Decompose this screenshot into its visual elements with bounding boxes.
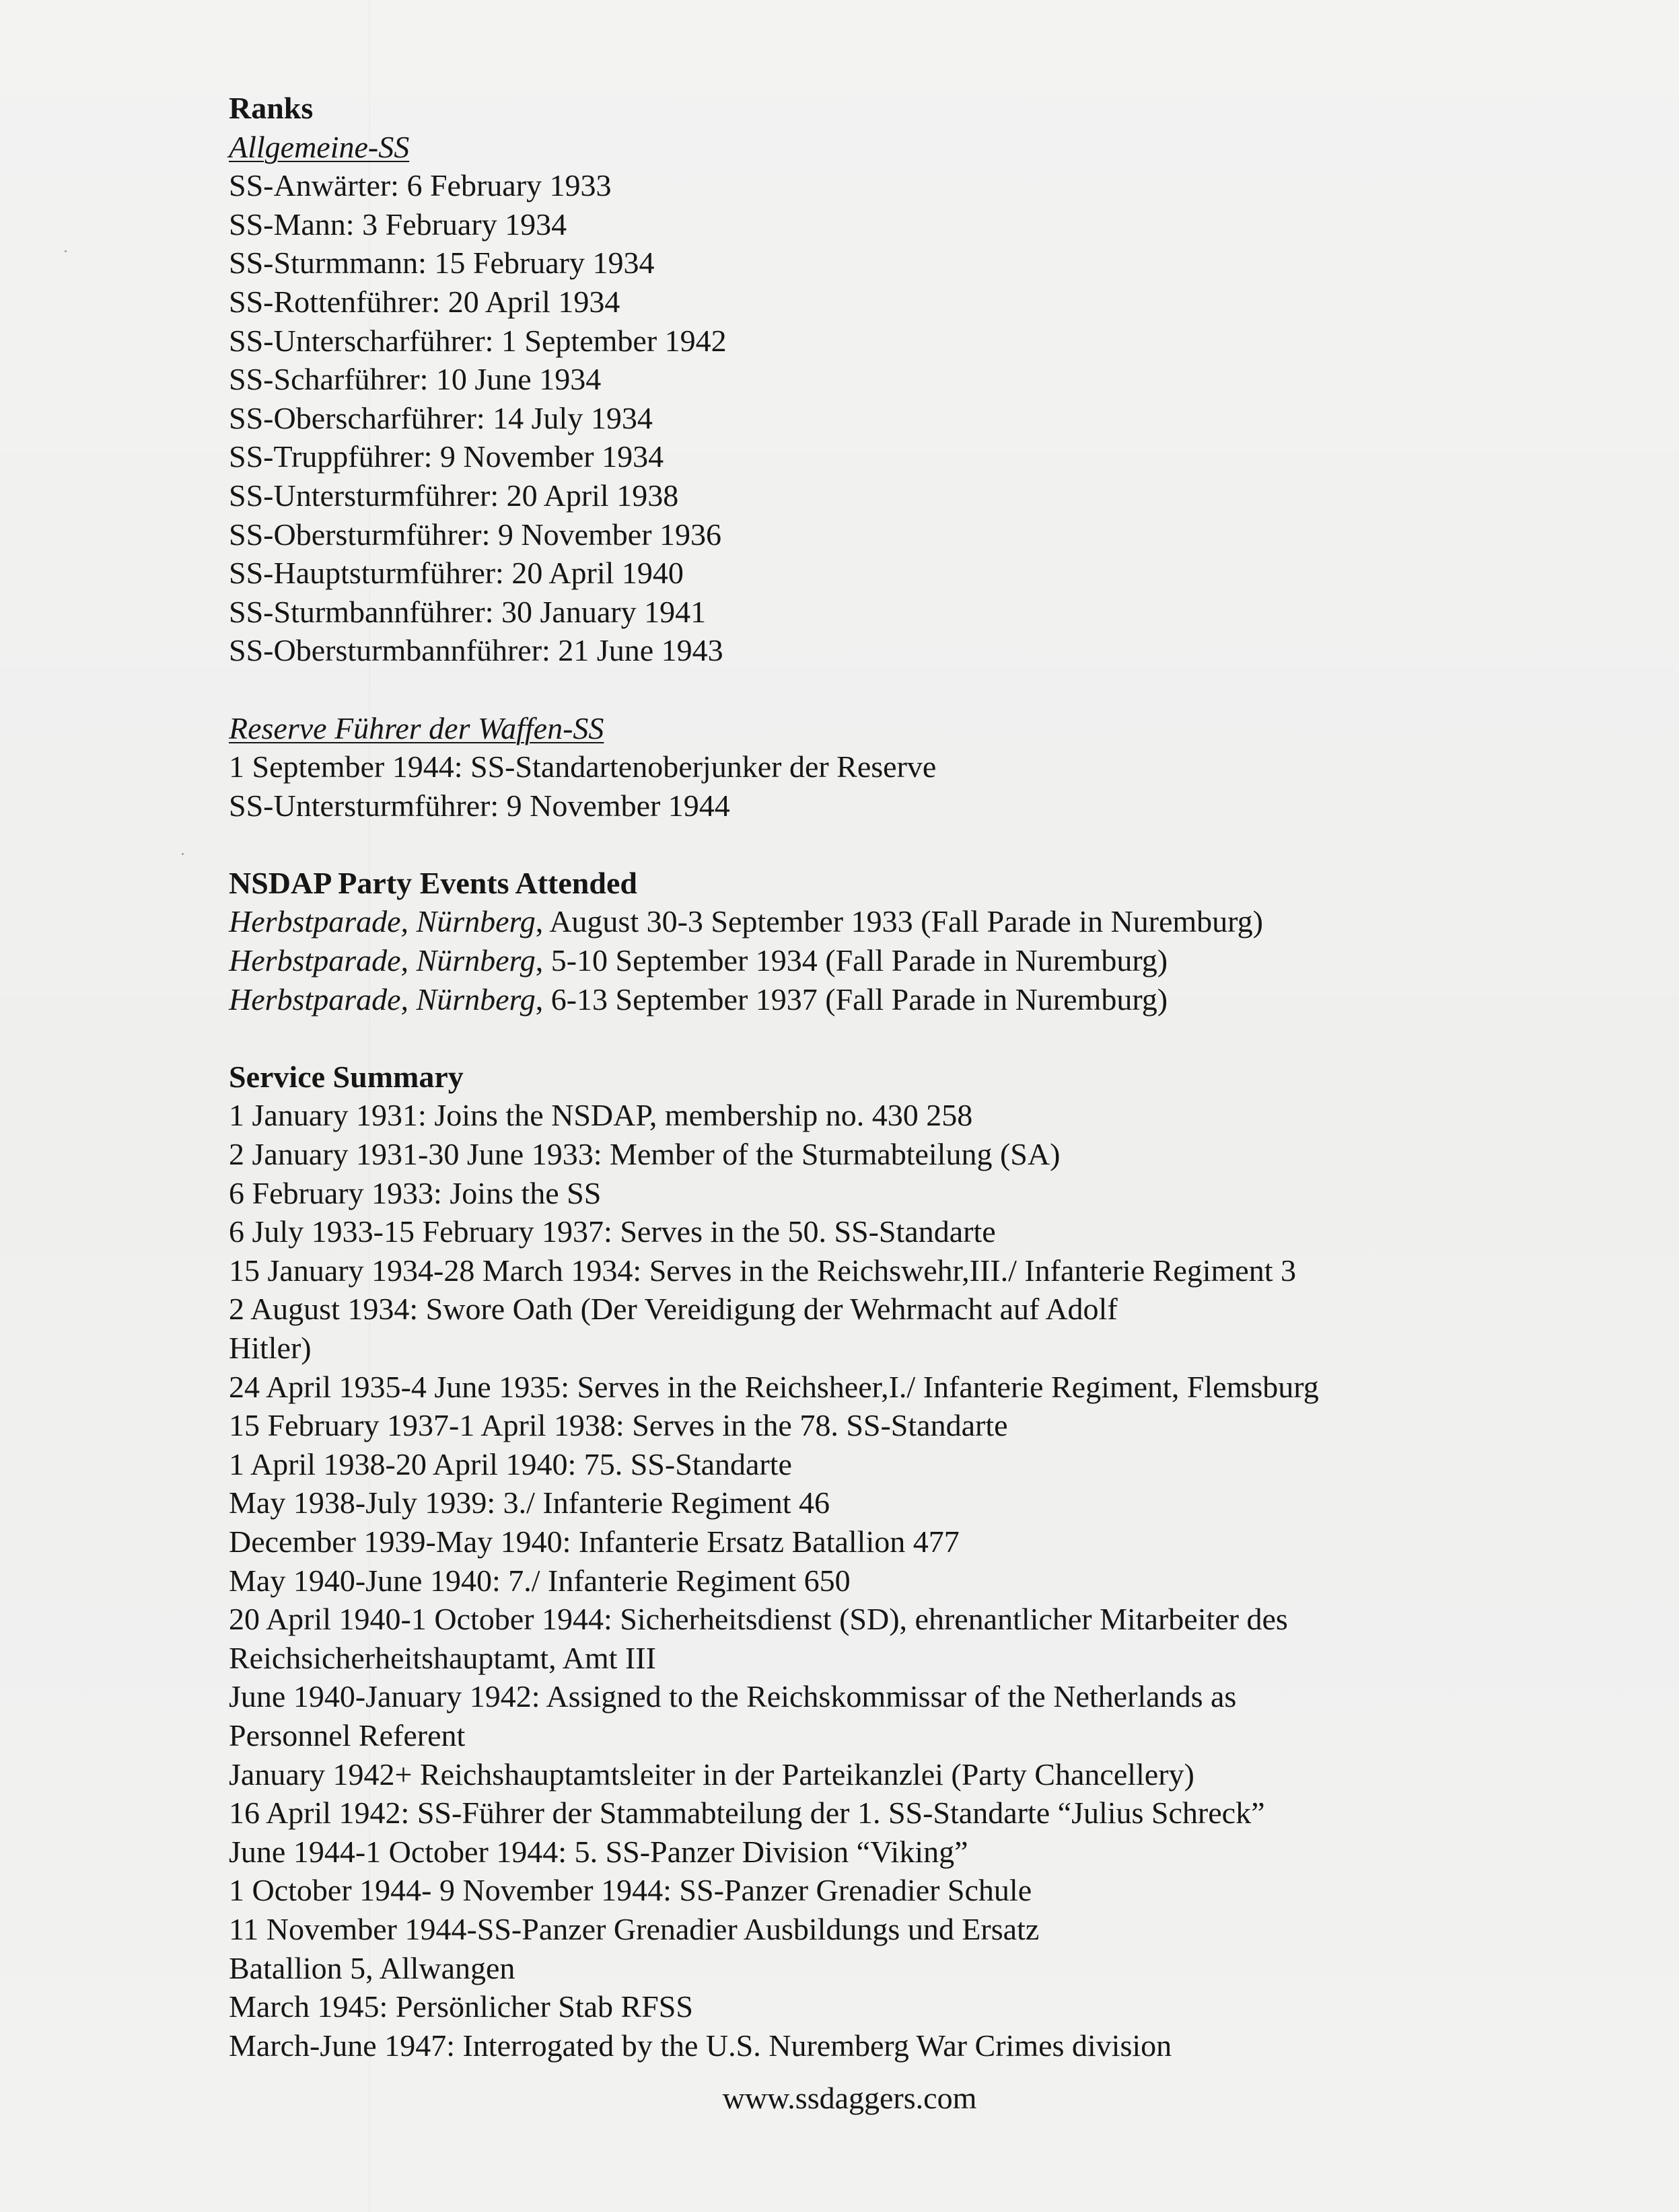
rank-item: SS-Obersturmführer: 9 November 1936	[229, 517, 722, 552]
service-entry: 6 July 1933-15 February 1937: Serves in the 50. SS-Standarte	[229, 1214, 996, 1249]
service-summary-list	[229, 1096, 1615, 2065]
service-entry: Personnel Referent	[229, 1718, 466, 1753]
rank-item: SS-Sturmmann: 15 February 1934	[229, 246, 655, 281]
reserve-rank-item: SS-Untersturmführer: 9 November 1944	[229, 788, 730, 823]
footer-url: www.ssdaggers.com	[722, 2081, 977, 2115]
service-entry: 6 February 1933: Joins the SS	[229, 1175, 602, 1210]
rank-item: SS-Anwärter: 6 February 1933	[229, 168, 612, 203]
service-entry: Hitler)	[229, 1331, 312, 1365]
service-entry: January 1942+ Reichshauptamtsleiter in der Parteikanzlei (Party Chancellery)	[229, 1757, 1194, 1792]
document-body	[229, 89, 1615, 2065]
rank-item: SS-Untersturmführer: 20 April 1938	[229, 478, 679, 513]
service-entry: 1 January 1931: Joins the NSDAP, membership no. 430 258	[229, 1098, 973, 1133]
service-entry: June 1944-1 October 1944: 5. SS-Panzer Division “Viking”	[229, 1834, 968, 1869]
service-entry: 11 November 1944-SS-Panzer Grenadier Ausbildungs und Ersatz	[229, 1911, 1040, 1946]
service-entry: March-June 1947: Interrogated by the U.S. Nuremberg War Crimes division	[229, 2028, 1172, 2063]
event-detail: , 6-13 September 1937 (Fall Parade in Nuremburg)	[535, 982, 1168, 1017]
reserve-rank-item: 1 September 1944: SS-Standartenoberjunker der Reserve	[229, 749, 937, 784]
section-gap	[229, 825, 1615, 864]
rank-item: SS-Mann: 3 February 1934	[229, 207, 567, 242]
rank-item: SS-Sturmbannführer: 30 January 1941	[229, 594, 707, 629]
service-entry: 15 January 1934-28 March 1934: Serves in the Reichswehr,III./ Infanterie Regiment 3	[229, 1253, 1296, 1288]
section-gap	[229, 670, 1615, 709]
rank-item: SS-Scharführer: 10 June 1934	[229, 362, 602, 397]
service-entry: 2 August 1934: Swore Oath (Der Vereidigung der Wehrmacht auf Adolf	[229, 1292, 1118, 1327]
service-entry: Reichsicherheitshauptamt, Amt III	[229, 1640, 656, 1675]
rank-item: SS-Truppführer: 9 November 1934	[229, 439, 664, 474]
rank-item: SS-Obersturmbannführer: 21 June 1943	[229, 633, 723, 668]
service-entry: 2 January 1931-30 June 1933: Member of the Sturmabteilung (SA)	[229, 1137, 1061, 1172]
rank-item: SS-Oberscharführer: 14 July 1934	[229, 400, 653, 435]
section-gap	[229, 1019, 1615, 1058]
event-item	[229, 902, 1615, 941]
service-entry: 24 April 1935-4 June 1935: Serves in the Reichsheer,I./ Infanterie Regiment, Flemsburg	[229, 1369, 1319, 1404]
service-entry: December 1939-May 1940: Infanterie Ersatz Batallion 477	[229, 1524, 960, 1559]
service-entry: 16 April 1942: SS-Führer der Stammabteilung der 1. SS-Standarte “Julius Schreck”	[229, 1796, 1265, 1831]
service-entry: March 1945: Persönlicher Stab RFSS	[229, 1989, 693, 2024]
reserve-subheading: Reserve Führer der Waffen-SS	[229, 710, 604, 745]
event-detail: , August 30-3 September 1933 (Fall Parade in Nuremburg)	[535, 904, 1263, 939]
rank-item: SS-Hauptsturmführer: 20 April 1940	[229, 556, 684, 591]
event-detail: , 5-10 September 1934 (Fall Parade in Nuremburg)	[535, 943, 1168, 978]
service-entry: May 1940-June 1940: 7./ Infanterie Regiment 650	[229, 1563, 851, 1598]
service-entry: 20 April 1940-1 October 1944: Sicherheitsdienst (SD), ehrenantlicher Mitarbeiter des	[229, 1602, 1288, 1637]
allgemeine-rank-list	[229, 166, 1615, 670]
events-heading: NSDAP Party Events Attended	[229, 865, 637, 900]
service-entry: May 1938-July 1939: 3./ Infanterie Regiment 46	[229, 1485, 830, 1520]
service-entry: Batallion 5, Allwangen	[229, 1950, 515, 1985]
scan-speck	[182, 853, 184, 855]
service-entry: 1 April 1938-20 April 1940: 75. SS-Standarte	[229, 1446, 792, 1481]
scan-speck	[65, 250, 67, 252]
event-name: Herbstparade, Nürnberg	[229, 982, 536, 1017]
service-entry: June 1940-January 1942: Assigned to the Reichskommissar of the Netherlands as	[229, 1679, 1237, 1714]
rank-item: SS-Rottenführer: 20 April 1934	[229, 284, 620, 319]
allgemeine-ss-subheading: Allgemeine-SS	[229, 129, 410, 164]
event-name: Herbstparade, Nürnberg	[229, 904, 536, 939]
service-heading: Service Summary	[229, 1059, 464, 1094]
event-name: Herbstparade, Nürnberg	[229, 943, 536, 978]
events-list	[229, 902, 1615, 1019]
service-entry: 1 October 1944- 9 November 1944: SS-Panzer Grenadier Schule	[229, 1873, 1032, 1908]
rank-item: SS-Unterscharführer: 1 September 1942	[229, 323, 727, 358]
event-item	[229, 941, 1615, 980]
service-entry: 15 February 1937-1 April 1938: Serves in the 78. SS-Standarte	[229, 1408, 1008, 1443]
event-item	[229, 980, 1615, 1019]
ranks-heading: Ranks	[229, 91, 314, 125]
reserve-rank-list	[229, 747, 1615, 825]
